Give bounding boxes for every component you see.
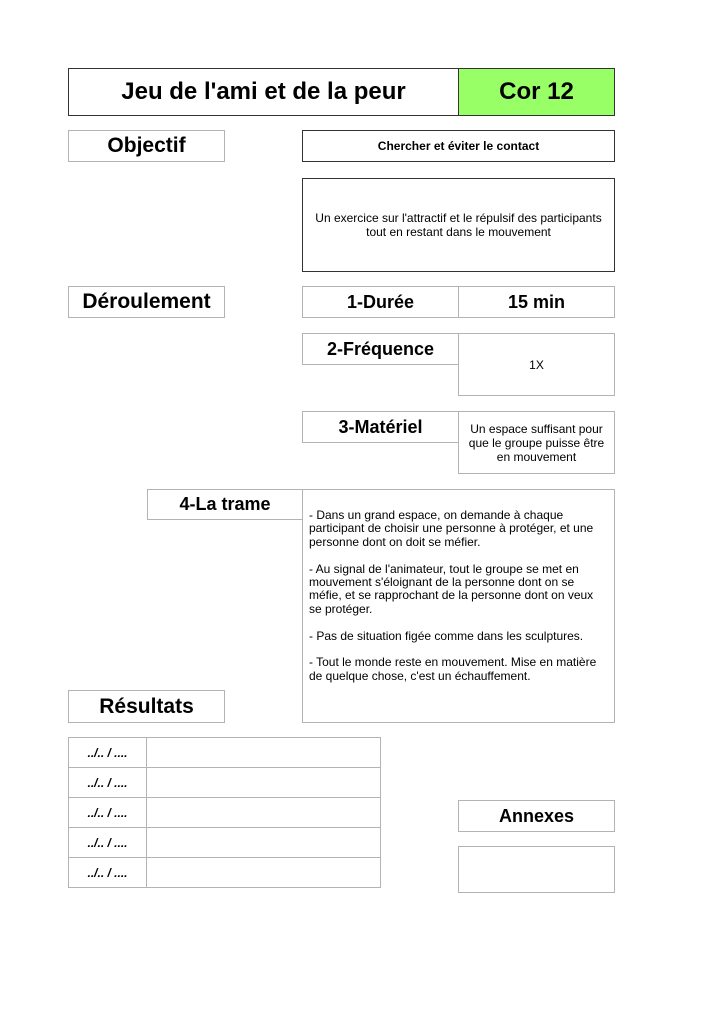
table-row [69, 768, 381, 798]
deroulement-heading [68, 286, 225, 318]
date-cell[interactable]: ../.. / .... [69, 858, 147, 888]
materiel-label [302, 411, 459, 443]
activity-title [68, 68, 459, 116]
annexes-heading-text: Annexes [498, 805, 575, 826]
date-cell[interactable]: ../.. / .... [69, 768, 147, 798]
materiel-label-text: 3-Matériel [338, 416, 423, 437]
note-cell[interactable] [147, 738, 381, 768]
objectif-description [302, 178, 615, 272]
materiel-value [458, 411, 615, 474]
resultats-table [68, 737, 381, 888]
frequence-value-text: 1X [529, 357, 544, 372]
table-row [69, 798, 381, 828]
note-cell[interactable] [147, 768, 381, 798]
objectif-heading-text: Objectif [107, 134, 186, 157]
activity-code [458, 68, 615, 116]
trame-paragraph: - Tout le monde reste en mouvement. Mise en matière de quelque chose, c'est un échauffement. [309, 655, 597, 683]
objectif-description-text: Un exercice sur l'attractif et le répulsif des participants tout en restant dans le mouvement [315, 211, 602, 239]
materiel-value-text: Un espace suffisant pour que le groupe puisse être en mouvement [468, 421, 605, 464]
activity-code-text: Cor 12 [499, 78, 574, 105]
note-cell[interactable] [147, 858, 381, 888]
resultats-heading-text: Résultats [99, 694, 194, 718]
frequence-label-text: 2-Fréquence [326, 338, 435, 359]
annexes-heading [458, 800, 615, 832]
trame-label-text: 4-La trame [179, 494, 271, 514]
annexes-content[interactable] [458, 846, 615, 893]
deroulement-heading-text: Déroulement [82, 290, 211, 313]
resultats-heading [68, 690, 225, 723]
date-cell[interactable]: ../.. / .... [69, 798, 147, 828]
note-cell[interactable] [147, 798, 381, 828]
trame-paragraph: - Dans un grand espace, on demande à chaque participant de choisir une personne à protéger, et une personne dont on doit se méfier. [309, 508, 594, 549]
duree-label [302, 286, 459, 318]
note-cell[interactable] [147, 828, 381, 858]
activity-title-text: Jeu de l'ami et de la peur [121, 78, 406, 105]
trame-content [302, 489, 615, 723]
frequence-value [458, 333, 615, 396]
trame-paragraph: - Au signal de l'animateur, tout le groupe se met en mouvement s'éloignant de la personne dont on se méfie, et se rapprochant de la personne dont on veux se protéger. [309, 561, 594, 616]
duree-label-text: 1-Durée [346, 291, 415, 312]
duree-value-text: 15 min [507, 291, 566, 312]
frequence-label [302, 333, 459, 365]
table-row [69, 828, 381, 858]
duree-value [458, 286, 615, 318]
date-cell[interactable]: ../.. / .... [69, 738, 147, 768]
trame-paragraph: - Pas de situation figée comme dans les sculptures. [309, 628, 584, 643]
trame-label [147, 489, 303, 520]
objectif-heading [68, 130, 225, 162]
table-row [69, 738, 381, 768]
objectif-summary-text: Chercher et éviter le contact [377, 139, 540, 153]
table-row [69, 858, 381, 888]
objectif-summary [302, 130, 615, 162]
date-cell[interactable]: ../.. / .... [69, 828, 147, 858]
